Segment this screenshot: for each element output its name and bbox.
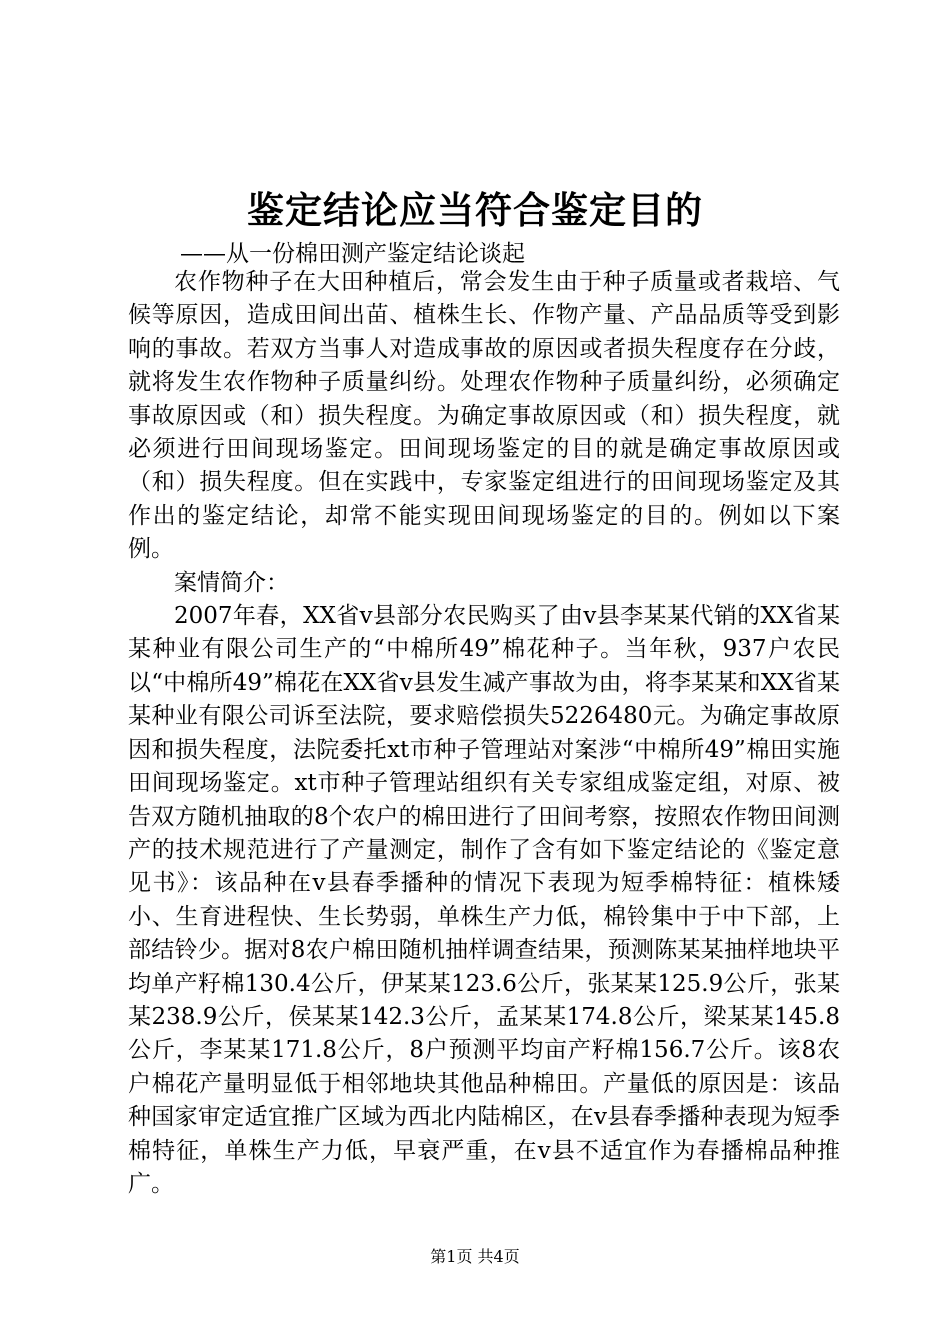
document-title: 鉴定结论应当符合鉴定目的 [247,188,703,232]
document-body [128,266,840,1201]
page-footer: 第1页 共4页 [430,1247,520,1266]
paragraph-case-heading: 案情简介： [174,569,289,596]
paragraph-intro: 农作物种子在大田种植后，常会发生由于种子质量或者栽培、气候等原因，造成田间出苗、植株生长、作物产量、产品品质等受到影响的事故。若双方当事人对造成事故的原因或者损失程度存在分歧，就将发生农作物种子质量纠纷。处理农作物种子质量纠纷，必须确定事故原因或（和）损失程度。为确定事故原因或（和）损失程度，就必须进行田间现场鉴定。田间现场鉴定的目的就是确定事故原因或（和）损失程度。但在实践中，专家鉴定组进行的田间现场鉴定及其作出的鉴定结论，却常不能实现田间现场鉴定的目的。例如以下案例。 [128,269,840,563]
paragraph-case-detail: 2007年春，XX省v县部分农民购买了由v县李某某代销的XX省某某种业有限公司生产的“中棉所49”棉花种子。当年秋，937户农民以“中棉所49”棉花在XX省v县发生减产事故为由，将李某某和XX省某某种业有限公司诉至法院，要求赔偿损失5226480元。为确定事故原因和损失程度，法院委托xt市种子管理站对案涉“中棉所49”棉田实施田间现场鉴定。xt市种子管理站组织有关专家组成鉴定组，对原、被告双方随机抽取的8个农户的棉田进行了田间考察，按照农作物田间测产的技术规范进行了产量测定，制作了含有如下鉴定结论的《鉴定意见书》：该品种在v县春季播种的情况下表现为短季棉特征：植株矮小、生育进程快、生长势弱，单株生产力低，棉铃集中于中下部，上部结铃少。据对8农户棉田随机抽样调查结果，预测陈某某抽样地块平均单产籽棉130.4公斤，伊某某123.6公斤，张某某125.9公斤，张某某238.9公斤，侯某某142.3公斤，孟某某174.8公斤，梁某某145.8公斤，李某某171.8公斤，8户预测平均亩产籽棉156.7公斤。该8农户棉花产量明显低于相邻地块其他品种棉田。产量低的原因是：该品种国家审定适宜推广区域为西北内陆棉区，在v县春季播种表现为短季棉特征，单株生产力低，早衰严重，在v县不适宜作为春播棉品种推广。 [128,603,840,1197]
document-subtitle: ——从一份棉田测产鉴定结论谈起 [180,241,525,267]
